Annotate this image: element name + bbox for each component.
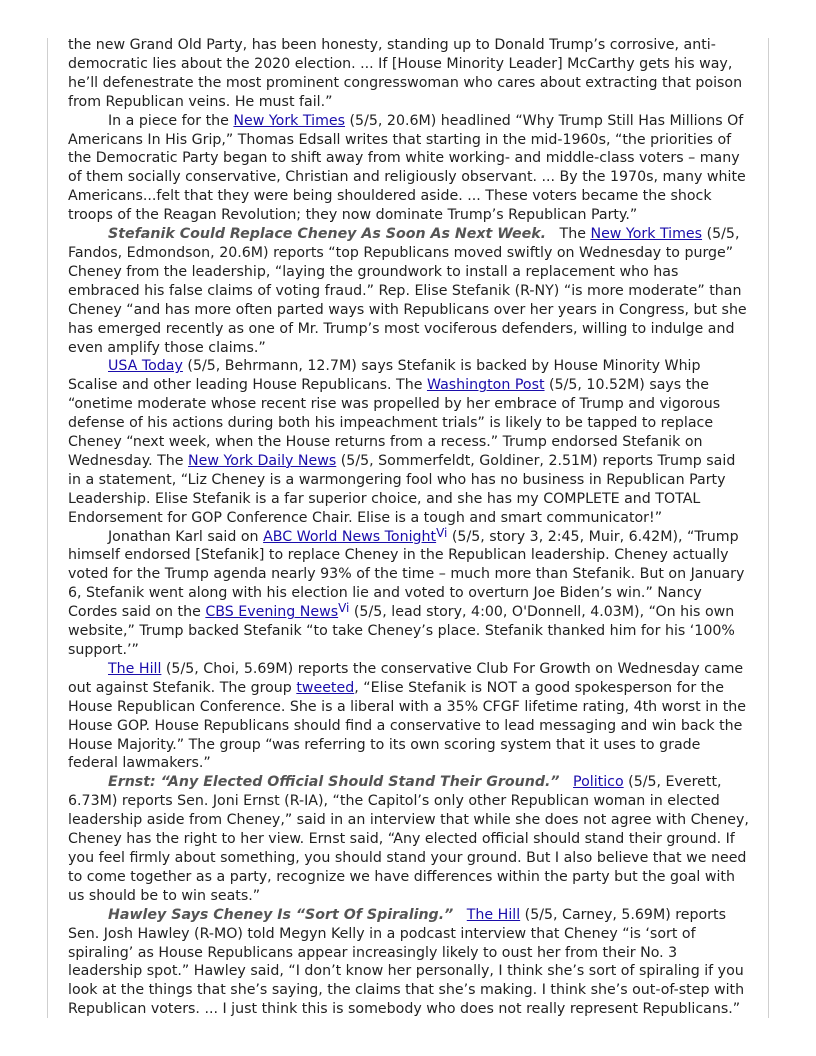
source-link-the-hill[interactable]: The Hill [108,660,162,677]
paragraph-text: Jonathan Karl said on [108,528,264,545]
paragraph-text: (5/5, Carney, 5.69M) reports Sen. Josh Hawley (R-MO) told Megyn Kelly in a podcast interview that Cheney “is ‘sort of spiraling’ as House Republicans appear increasingly likely to oust her from their No. 3 leadership spot.” Hawley said, “I don’t know her personally, I think she’s sort of spiraling if you look at the things that she’s saying, the claims that she’s making. I think she’s out-of-step with Republican voters. ... I just think this is somebody who does not really represent Republicans.” [68,906,745,1018]
paragraph-text: (5/5, 10.52M) says the “onetime moderate whose recent rise was propelled by her embrace of Trump and vigorous defense of his actions during both his impeachment trials” is likely to be tapped to replace Cheney “next week, when the House returns from a recess.” Trump endorsed Stefanik on Wednesday. The [68,377,721,469]
source-link-new-york-times[interactable]: New York Times [233,112,346,129]
source-link-the-hill[interactable]: The Hill [466,906,521,923]
paragraph-text: (5/5, lead story, 4:00, O'Donnell, 4.03M), “On his own website,” Trump backed Stefanik “to take Cheney’s place. Stefanik thanked him for his ‘100% support.’” [68,604,735,658]
section-headline: Hawley Says Cheney Is “Sort Of Spiraling.” [108,906,454,923]
paragraph [68,112,751,225]
video-icon[interactable]: Vi [338,601,350,616]
source-link-tweeted[interactable]: tweeted [296,679,355,696]
section-headline: Stefanik Could Replace Cheney As Soon As Next Week. [108,226,547,243]
paragraph-text: (5/5, Choi, 5.69M) reports the conservative Club For Growth on Wednesday came out against Stefanik. The group [68,660,744,696]
source-link-politico[interactable]: Politico [573,774,624,791]
paragraph [68,906,751,1019]
source-link-cbs-evening-news[interactable]: CBS Evening News [205,604,339,621]
paragraph-text: , “Elise Stefanik is NOT a good spokesperson for the House Republican Conference. She is a liberal with a 35% CFGF lifetime rating, 4th worst in the House GOP. House Republicans should find a conservative to lead messaging and win back the House Majority.” The group “was referring to its own scoring system that it uses to grade federal lawmakers.” [68,679,746,772]
paragraph-text: (5/5, Fandos, Edmondson, 20.6M) reports “top Republicans moved swiftly on Wednesday to purge” Cheney from the leadership, “laying the groundwork to install a replacement who has embraced his false claims of voting fraud.” Rep. Elise Stefanik (R-NY) “is more moderate” than Cheney “and has more often parted ways with Republicans over her years in Congress, but she has emerged recently as one of Mr. Trump’s most vociferous defenders, willing to indulge and even amplify those claims.” [68,226,747,356]
paragraph [68,36,751,112]
source-link-washington-post[interactable]: Washington Post [426,377,545,394]
right-margin-rule [768,38,769,1018]
paragraph-text: the new Grand Old Party, has been honesty, standing up to Donald Trump’s corrosive, anti-democratic lies about the 2020 election. ... If [House Minority Leader] McCarthy gets his way, he’ll defenestrate the most prominent congresswoman who cares about extracting that poison from Republican veins. He must fail.” [68,37,743,110]
paragraph [68,773,751,905]
paragraph-text: (5/5, Everett, 6.73M) reports Sen. Joni Ernst (R-IA), “the Capitol’s only other Republican woman in elected leadership aside from Cheney,” said in an interview that while she does not agree with Cheney, Cheney has the right to her view. Ernst said, “Any elected official should stand their ground. If you feel firmly about something, you should stand your ground. But I also believe that we need to come together as a party, recognize we have differences within the party but the goal with us should be to win seats.” [68,774,749,904]
left-margin-rule [47,38,48,1018]
paragraph-text [560,774,574,790]
paragraph-text: (5/5, 20.6M) headlined “Why Trump Still Has Millions Of Americans In His Grip,” Thomas Edsall writes that starting in the mid-1960s, “the priorities of the Democratic Party began to shift away from white working- and middle-class voters – many of them socially conservative, Christian and religiously observant. ... By the 1970s, many white Americans...felt that they were being shouldered aside. ... These voters became the shock troops of the Reagan Revolution; they now dominate Trump’s Republican Party.” [68,112,746,224]
article-body [68,36,751,1019]
paragraph [68,225,751,357]
section-headline: Ernst: “Any Elected Official Should Stand Their Ground.” [108,774,560,791]
video-icon[interactable]: Vi [436,525,448,540]
paragraph [68,357,751,527]
source-link-new-york-daily-news[interactable]: New York Daily News [188,452,337,469]
source-link-usa-today[interactable]: USA Today [108,358,183,375]
paragraph-text: In a piece for the [108,112,234,129]
paragraph-text [453,907,467,923]
paragraph-text: (5/5, Behrmann, 12.7M) says Stefanik is backed by House Minority Whip Scalise and other leading House Republicans. The [68,358,701,394]
paragraph-text: (5/5, Sommerfeldt, Goldiner, 2.51M) reports Trump said in a statement, “Liz Cheney is a warmongering fool who has no business in Republican Party Leadership. Elise Stefanik is a far superior choice, and she has my COMPLETE and TOTAL Endorsement for GOP Conference Chair. Elise is a tough and smart communicator!” [68,452,736,526]
paragraph-text: The [546,226,591,243]
paragraph [68,525,751,660]
source-link-abc-world-news-tonight[interactable]: ABC World News Tonight [263,528,437,545]
paragraph [68,660,751,773]
paragraph-text: (5/5, story 3, 2:45, Muir, 6.42M), “Trump himself endorsed [Stefanik] to replace Cheney in the Republican leadership. Cheney actually voted for the Trump agenda nearly 93% of the time – much more than Stefanik. But on January 6, Stefanik went along with his election lie and voted to overturn Joe Biden’s win.” Nancy Cordes said on the [68,528,745,621]
source-link-new-york-times[interactable]: New York Times [590,226,703,243]
